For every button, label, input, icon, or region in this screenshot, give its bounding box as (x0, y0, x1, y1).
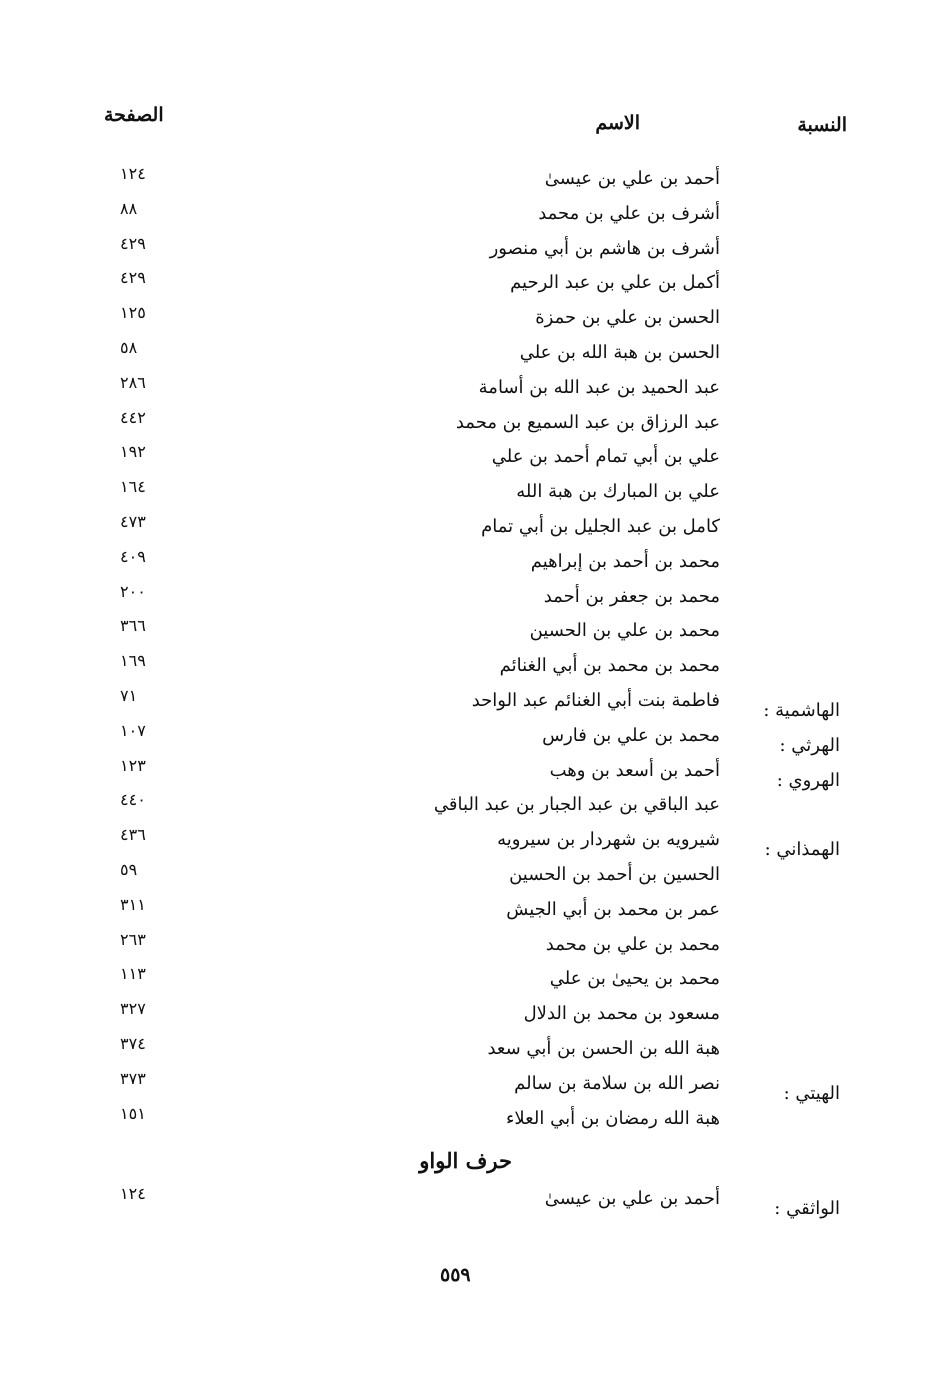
row-page-number: ٥٩ (120, 860, 138, 879)
table-row (0, 512, 935, 550)
section-title: حرف الواو (419, 1148, 512, 1173)
column-header-name: الاسم (595, 112, 640, 134)
row-name: الحسين بن أحمد بن الحسين (509, 864, 720, 885)
row-name: هبة الله رمضان بن أبي العلاء (505, 1107, 720, 1129)
page-number: ٥٥٩ (440, 1264, 471, 1286)
table-row (0, 755, 935, 794)
row-name: نصر الله بن سلامة بن سالم (514, 1072, 720, 1094)
row-page-number: ١٦٩ (120, 651, 146, 671)
row-name: هبة الله بن الحسن بن أبي سعد (487, 1038, 720, 1059)
row-page-number: ٨٨ (120, 198, 138, 218)
table-row (0, 686, 935, 724)
table-row (0, 1103, 935, 1142)
row-name: أكمل بن علي بن عبد الرحيم (510, 272, 720, 294)
row-page-number: ١٠٧ (120, 720, 146, 740)
row-name: عمر بن محمد بن أبي الجيش (506, 898, 720, 920)
row-page-number: ٤٣٦ (120, 825, 146, 845)
row-page-number: ١٢٣ (120, 755, 146, 775)
row-page-number: ٧١ (120, 686, 138, 705)
table-row (0, 1068, 935, 1107)
row-page-number: ٤٢٩ (120, 268, 146, 288)
table-row (0, 929, 935, 968)
row-name: عبد الرزاق بن عبد السميع بن محمد (455, 411, 720, 433)
row-page-number: ٣٧٣ (120, 1068, 146, 1088)
row-page-number: ٣٦٦ (120, 616, 146, 636)
row-page-number: ١٩٢ (120, 442, 146, 462)
row-page-number: ٤٤٠ (120, 790, 146, 810)
row-name: محمد بن يحيىٰ بن علي (549, 968, 720, 990)
row-name: محمد بن علي بن فارس (542, 724, 720, 746)
row-page-number: ١٥١ (120, 1103, 146, 1123)
row-name: أشرف بن علي بن محمد (538, 202, 720, 224)
row-nisba: الهمذاني : (764, 839, 840, 861)
row-page-number: ١١٣ (120, 964, 146, 984)
row-page-number: ٣٧٤ (120, 1034, 146, 1053)
row-name: علي بن أبي تمام أحمد بن علي (491, 446, 720, 468)
row-name: محمد بن محمد بن أبي الغنائم (499, 655, 720, 677)
table-row (0, 546, 935, 585)
table-row (0, 964, 935, 1002)
row-name: فاطمة بنت أبي الغنائم عبد الواحد (471, 690, 720, 711)
row-name: محمد بن جعفر بن أحمد (543, 585, 720, 607)
row-page-number: ٤٢٩ (120, 233, 146, 253)
row-name: الحسن بن علي بن حمزة (535, 307, 720, 329)
row-nisba: الهاشمية : (763, 700, 840, 721)
column-header-nisba: النسبة (797, 114, 847, 136)
row-name: علي بن المبارك بن هبة الله (516, 481, 720, 503)
table-row (0, 164, 935, 202)
row-nisba: الهرثي : (779, 734, 840, 756)
row-name: أحمد بن علي بن عيسىٰ (544, 1188, 720, 1209)
table-row (0, 372, 935, 411)
table-row (0, 860, 935, 898)
table-row (0, 790, 935, 828)
row-name: شيرويه بن شهردار بن سيرويه (497, 829, 720, 851)
row-page-number: ٣٢٧ (120, 999, 146, 1019)
table-row (0, 303, 935, 341)
row-name: أشرف بن هاشم بن أبي منصور (489, 237, 720, 259)
row-page-number: ٢٦٣ (120, 929, 146, 949)
table-row (0, 651, 935, 689)
row-name: الحسن بن هبة الله بن علي (519, 342, 720, 363)
table-row (0, 442, 935, 480)
row-name: عبد الباقي بن عبد الجبار بن عبد الباقي (433, 794, 720, 816)
column-header-page: الصفحة (104, 104, 164, 126)
table-row (0, 999, 935, 1037)
row-nisba: الواثقي : (774, 1198, 840, 1219)
table-row (0, 581, 935, 620)
table-row (0, 407, 935, 446)
table-row (0, 825, 935, 863)
row-name: أحمد بن علي بن عيسىٰ (544, 168, 720, 189)
row-page-number: ٤٤٢ (120, 407, 146, 427)
row-name: محمد بن علي بن الحسين (529, 620, 720, 642)
row-name: محمد بن علي بن محمد (545, 933, 720, 955)
row-name: مسعود بن محمد بن الدلال (523, 1003, 720, 1025)
row-page-number: ١٦٤ (120, 477, 146, 497)
row-name: أحمد بن أسعد بن وهب (549, 759, 720, 781)
table-row (0, 1184, 935, 1222)
row-page-number: ٢٨٦ (120, 372, 146, 392)
table-row (0, 198, 935, 237)
row-page-number: ١٢٤ (120, 1184, 146, 1203)
table-row (0, 720, 935, 759)
row-nisba: الهروي : (776, 769, 840, 791)
row-nisba: الهيتي : (783, 1082, 840, 1104)
table-row (0, 1034, 935, 1072)
row-name: محمد بن أحمد بن إبراهيم (530, 550, 720, 572)
table-row (0, 233, 935, 272)
row-page-number: ٤٧٣ (120, 512, 146, 531)
table-row (0, 616, 935, 654)
row-name: كامل بن عبد الجليل بن أبي تمام (481, 516, 720, 537)
row-page-number: ٤٠٩ (120, 546, 146, 566)
table-row (0, 268, 935, 306)
row-page-number: ١٢٤ (120, 164, 146, 183)
table-row (0, 477, 935, 515)
row-page-number: ٢٠٠ (120, 581, 146, 601)
row-page-number: ١٢٥ (120, 303, 146, 323)
table-row (0, 338, 935, 376)
row-page-number: ٣١١ (120, 894, 146, 914)
table-row (0, 894, 935, 933)
row-name: عبد الحميد بن عبد الله بن أسامة (478, 376, 720, 398)
row-page-number: ٥٨ (120, 338, 138, 357)
